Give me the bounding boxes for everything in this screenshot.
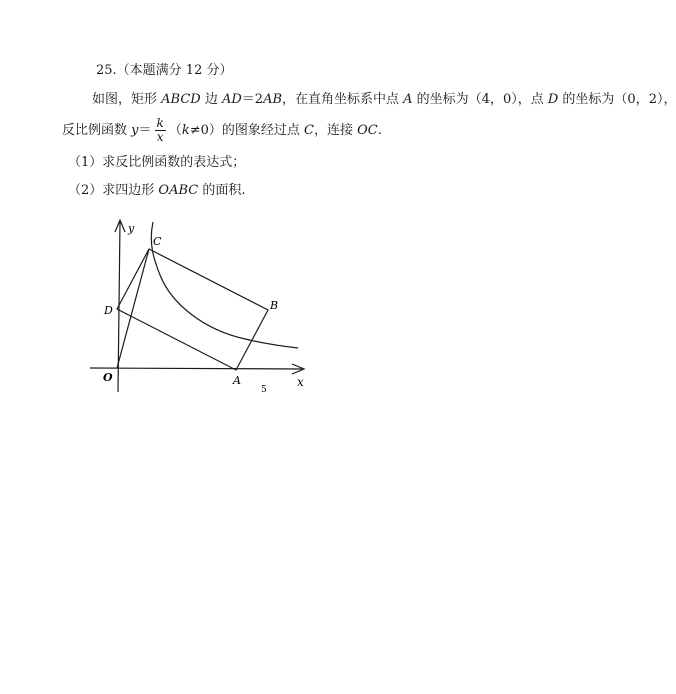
quadrilateral-name: OABC [158,183,199,198]
point-a-label: A [233,374,241,387]
point-b-label: B [270,299,279,312]
text: . [377,123,382,138]
text: 的坐标为（4，0），点 [412,92,548,107]
y-axis-label: y [128,222,135,235]
x-axis-label: x [297,375,304,389]
point-d-label: D [104,304,113,317]
hyperbola-curve [151,222,298,348]
question-1: （1）求反比例函数的表达式； [68,155,246,170]
segment-ad: AD [221,92,242,107]
var-k: k [181,123,190,138]
text: 如图，矩形 [92,92,162,107]
problem-header: 25.（本题满分 12 分） [96,63,233,78]
segment-oc-line [117,249,149,368]
segment-oc: OC [357,123,378,138]
point-c: C [304,123,314,138]
rect-name: ABCD [161,92,201,107]
point-d: D [547,92,559,107]
text: （ [168,123,182,138]
denominator: x [156,130,164,144]
text: 边 [200,92,222,107]
text: ≠0）的图象经过点 [189,123,304,138]
origin-label: O [103,371,113,384]
text: （2）求四边形 [68,183,159,198]
text: 的面积. [198,183,246,198]
numerator: k [156,116,164,130]
rectangle-abcd [117,249,268,370]
text: ，连接 [313,123,358,138]
text: 的坐标为（0，2）， [558,92,676,107]
x-axis [90,368,302,369]
equals: ＝ [138,123,152,138]
point-a: A [403,92,413,107]
text: ＝2 [241,92,264,107]
var-y: y [131,123,139,138]
text: ，在直角坐标系中点 [282,92,404,107]
text: 反比例函数 [62,123,132,138]
segment-ab: AB [263,92,283,107]
point-c-label: C [153,235,162,248]
tick-label: 5 [261,385,267,395]
